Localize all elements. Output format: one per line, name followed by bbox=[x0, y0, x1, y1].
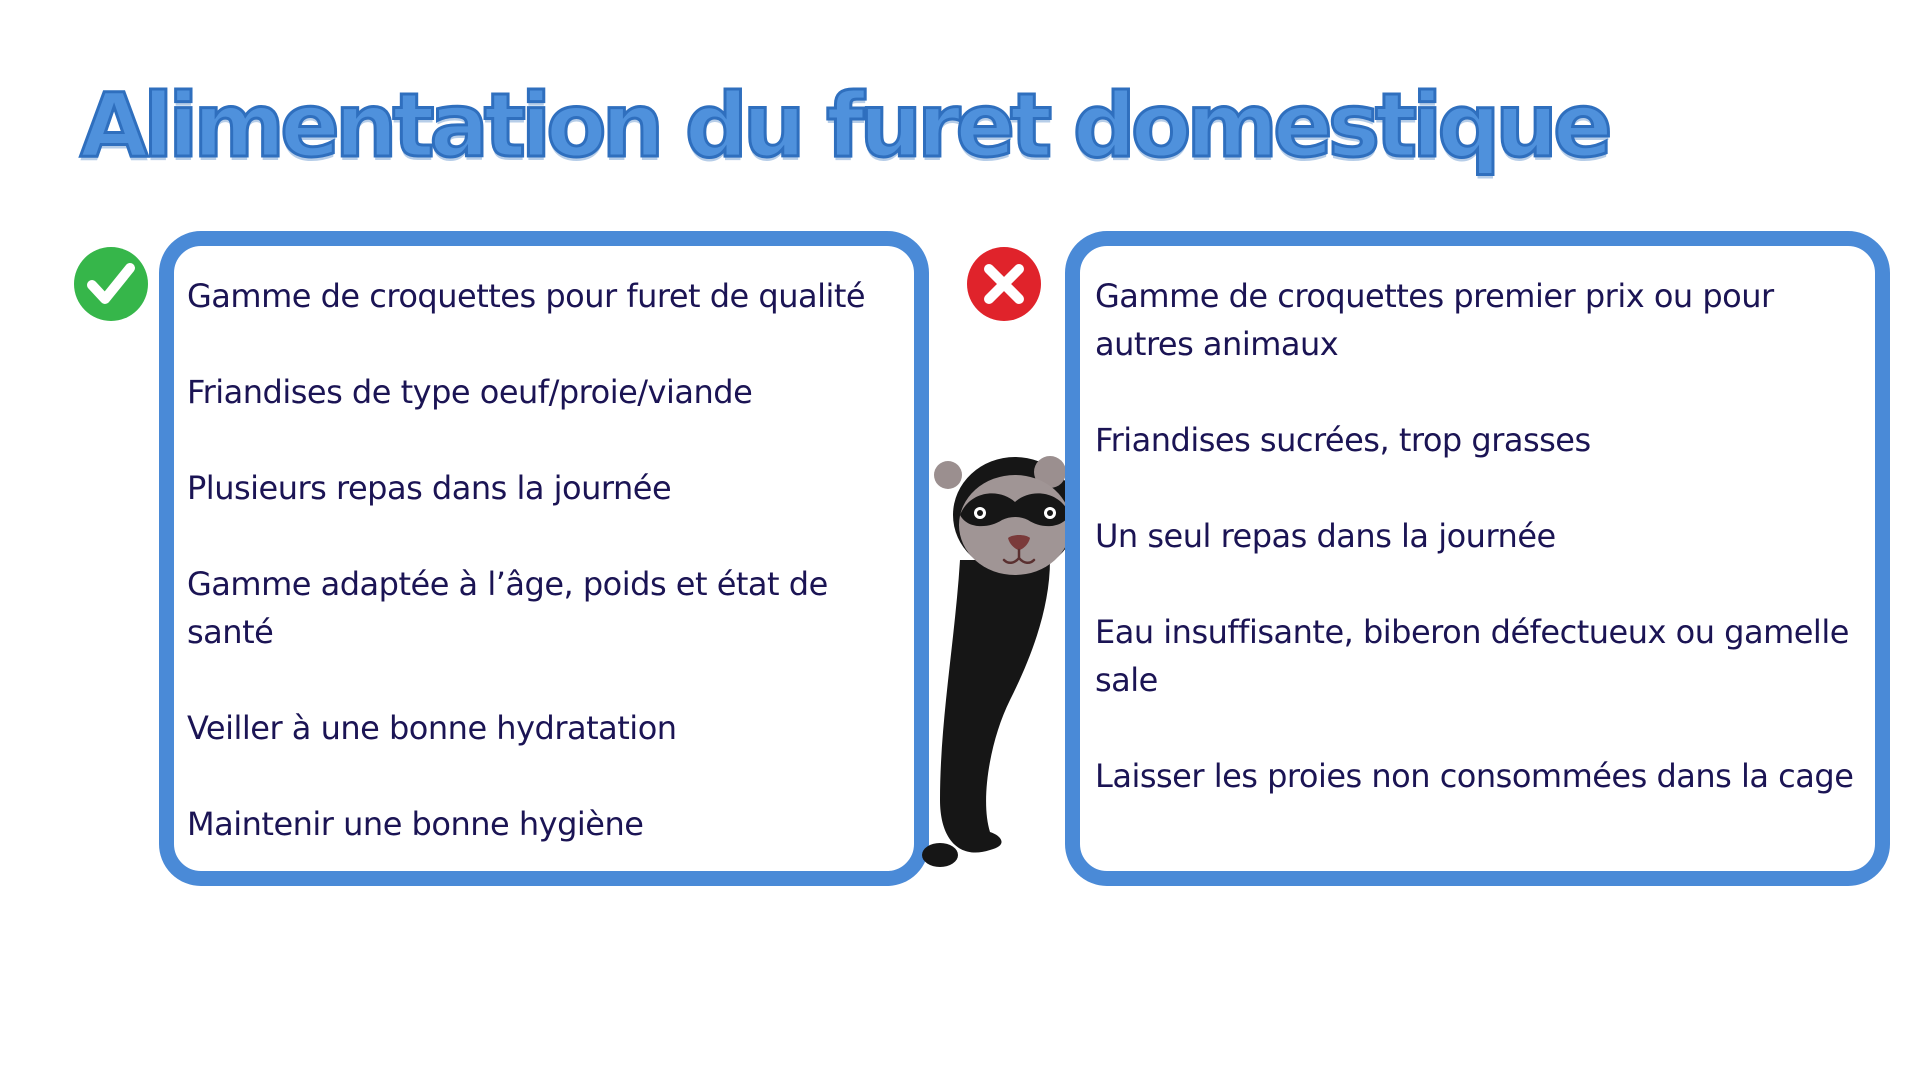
recommended-list bbox=[174, 272, 914, 848]
ferret-illustration bbox=[900, 440, 1080, 880]
recommended-item: Gamme de croquettes pour furet de qualité bbox=[187, 277, 866, 315]
recommended-item: Plusieurs repas dans la journée bbox=[187, 469, 672, 507]
cross-icon bbox=[967, 247, 1041, 321]
recommended-item: Maintenir une bonne hygiène bbox=[187, 805, 644, 843]
recommended-panel bbox=[159, 231, 929, 886]
avoid-item: Eau insuffisante, biberon défectueux ou gamelle sale bbox=[1095, 613, 1849, 699]
avoid-item: Laisser les proies non consommées dans la cage bbox=[1095, 757, 1854, 795]
avoid-item: Un seul repas dans la journée bbox=[1095, 517, 1556, 555]
avoid-item: Friandises sucrées, trop grasses bbox=[1095, 421, 1591, 459]
avoid-list bbox=[1080, 272, 1875, 800]
recommended-item: Friandises de type oeuf/proie/viande bbox=[187, 373, 753, 411]
recommended-item: Veiller à une bonne hydratation bbox=[187, 709, 677, 747]
page-title: Alimentation du furet domestique bbox=[80, 74, 1608, 177]
check-icon bbox=[74, 247, 148, 321]
avoid-item: Gamme de croquettes premier prix ou pour autres animaux bbox=[1095, 277, 1774, 363]
avoid-panel bbox=[1065, 231, 1890, 886]
recommended-item: Gamme adaptée à l’âge, poids et état de santé bbox=[187, 565, 828, 651]
